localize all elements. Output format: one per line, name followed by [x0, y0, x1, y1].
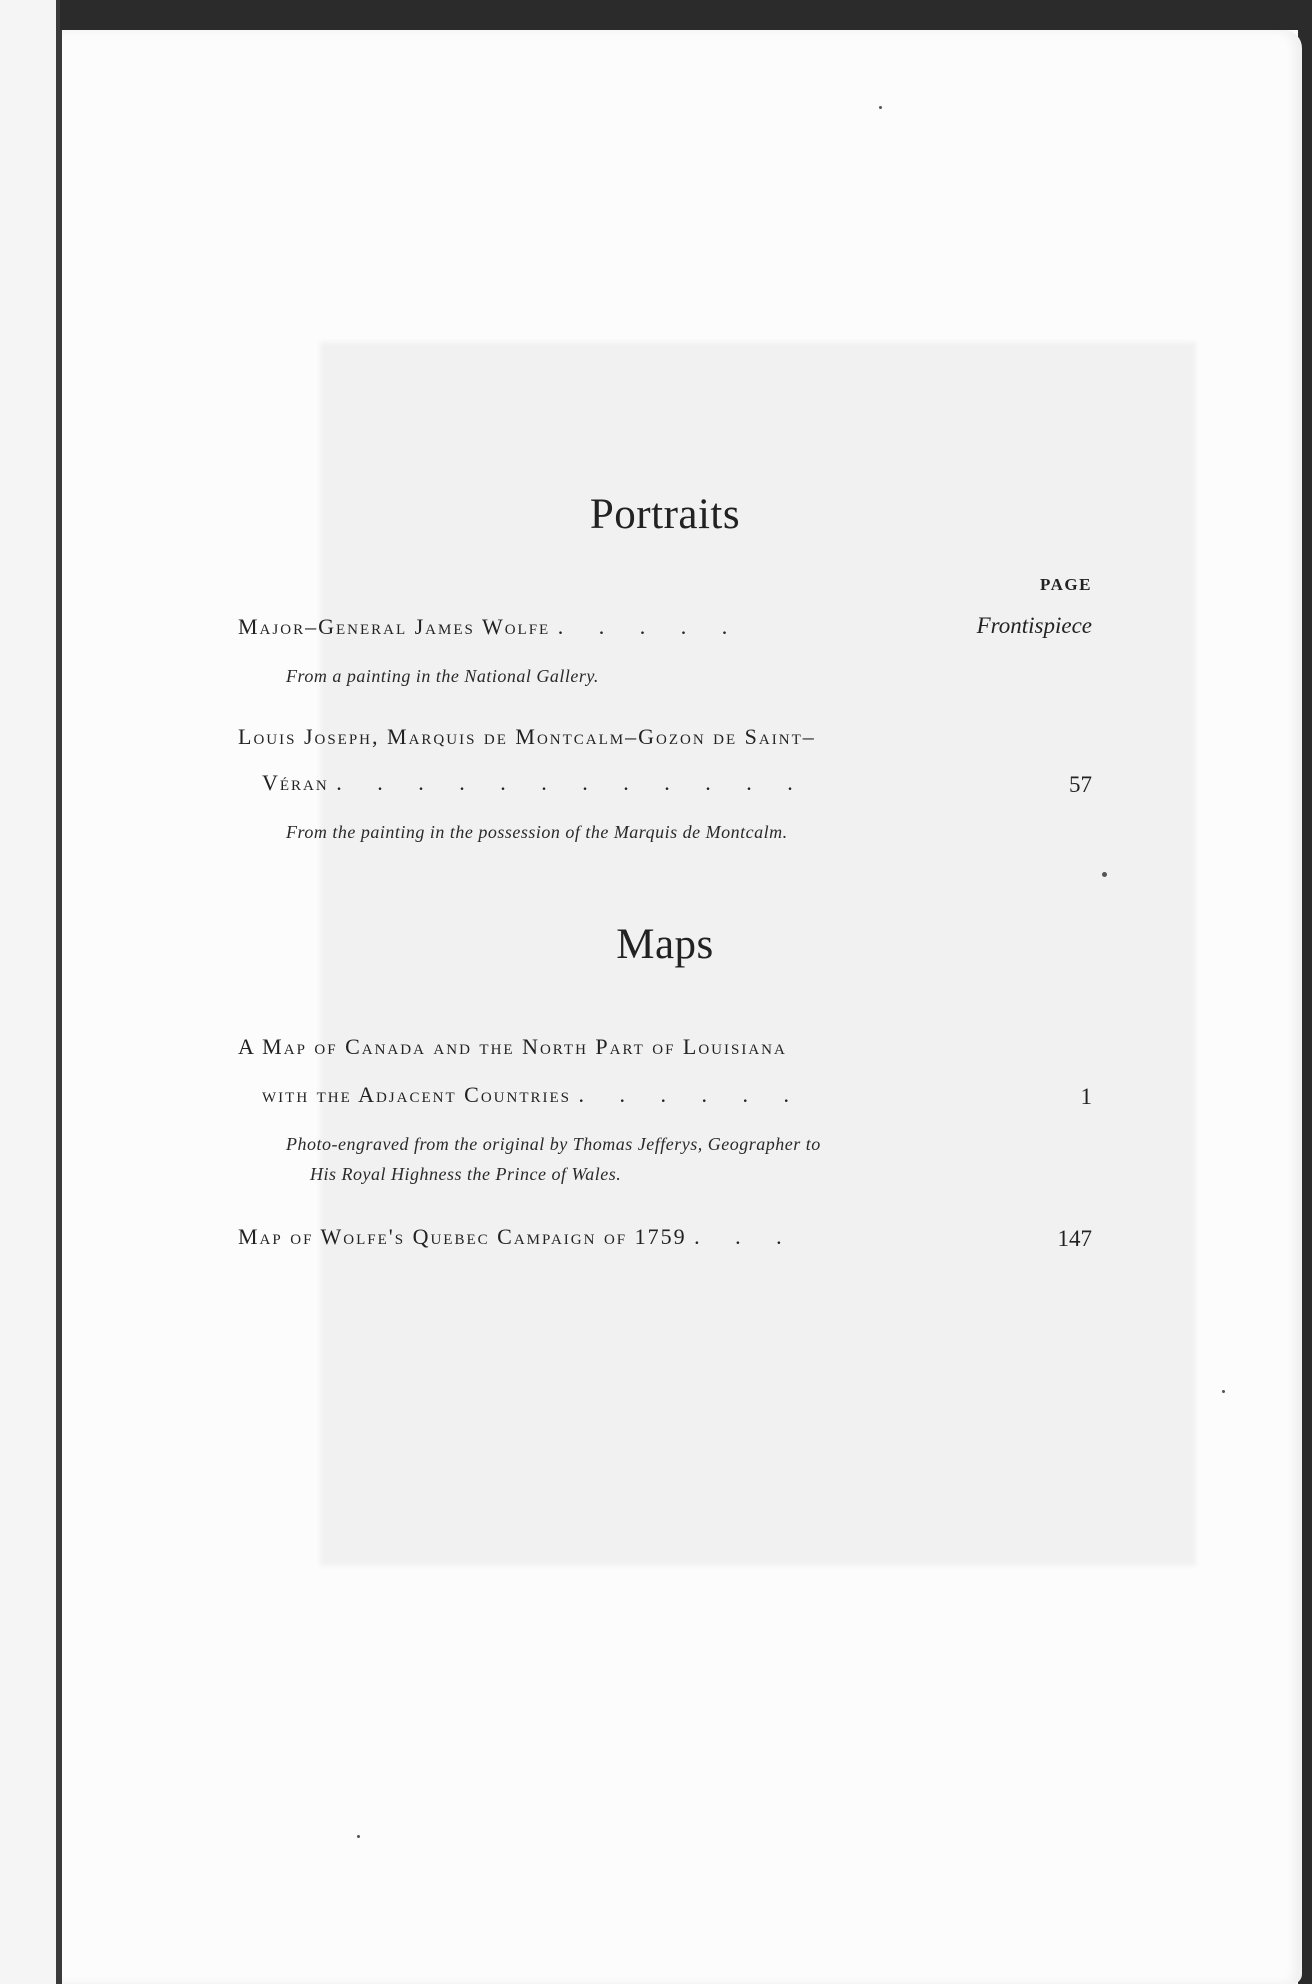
entry-page: Frontispiece	[976, 613, 1092, 638]
dust-speck	[879, 106, 882, 109]
entry-title-cont: Véran	[262, 770, 329, 795]
list-item-quebec-campaign-map	[238, 1224, 782, 1250]
book-page	[62, 30, 1302, 1984]
dust-speck	[1222, 1390, 1225, 1393]
list-item-canada-map-cont	[262, 1082, 789, 1108]
entry-title-cont: with the Adjacent Countries	[262, 1082, 571, 1107]
scan-top-border	[60, 0, 1312, 30]
entry-page: 1	[1080, 1084, 1092, 1109]
facing-page-edge	[0, 0, 56, 1984]
dust-speck	[1102, 872, 1107, 877]
entry-title: Louis Joseph, Marquis de Montcalm–Gozon de Saint–	[238, 724, 816, 749]
maps-heading: Maps	[616, 921, 714, 968]
leader-dots: . . . . . .	[578, 1082, 789, 1107]
entry-page: 57	[1069, 772, 1092, 797]
entry-source-note: From a painting in the National Gallery.	[286, 666, 599, 686]
list-item-montcalm-portrait-cont	[262, 770, 793, 796]
entry-title: A Map of Canada and the North Part of Louisiana	[238, 1034, 787, 1059]
leader-dots: . . .	[694, 1224, 782, 1249]
entry-source-note: From the painting in the possession of the Marquis de Montcalm.	[286, 822, 788, 842]
list-item-wolfe-portrait	[238, 614, 727, 640]
entry-source-note-cont: His Royal Highness the Prince of Wales.	[310, 1164, 622, 1184]
entry-title: Major–General James Wolfe	[238, 614, 551, 639]
leader-dots: . . . . . . . . . . . .	[336, 770, 793, 795]
list-item-canada-map	[238, 1034, 787, 1060]
leader-dots: . . . . .	[557, 614, 728, 639]
dust-speck	[357, 1835, 360, 1838]
entry-page: 147	[1057, 1226, 1092, 1251]
page-column-label: PAGE	[1040, 575, 1092, 594]
entry-title: Map of Wolfe's Quebec Campaign of 1759	[238, 1224, 687, 1249]
entry-source-note: Photo-engraved from the original by Thomas Jefferys, Geographer to	[286, 1134, 821, 1154]
portraits-heading: Portraits	[589, 491, 741, 538]
list-item-montcalm-portrait	[238, 724, 816, 750]
